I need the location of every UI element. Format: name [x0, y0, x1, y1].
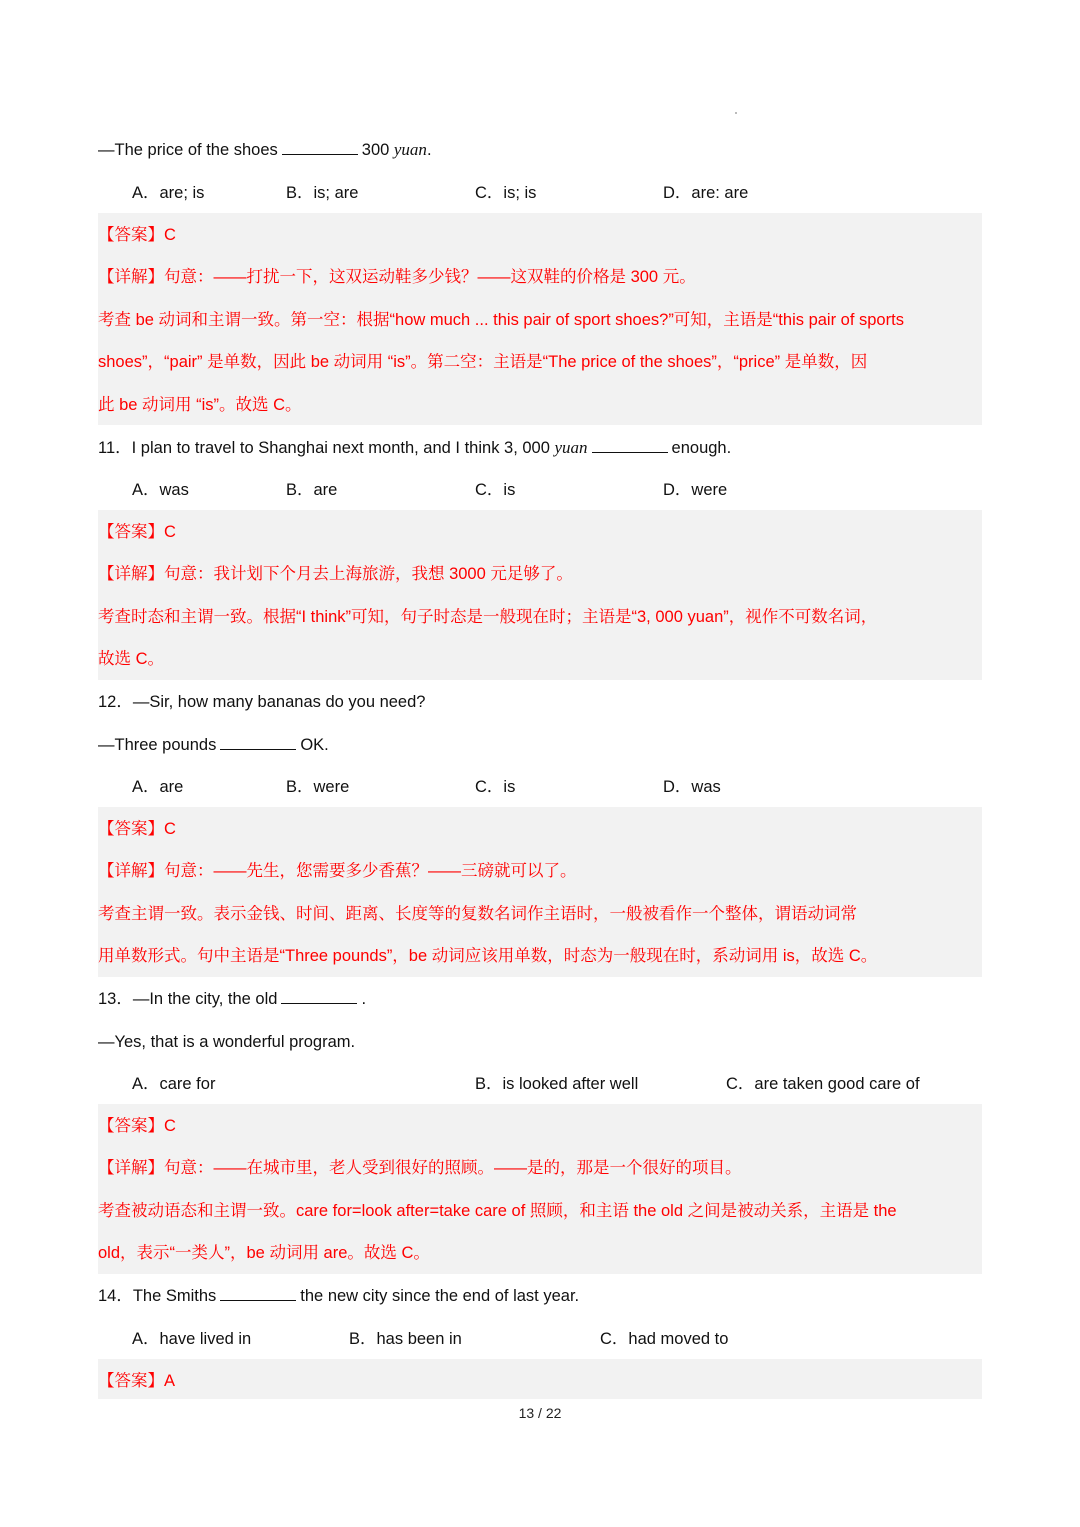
q10-cont-text-b: 300 — [361, 141, 390, 159]
q14-answer: 【答案】A — [98, 1372, 176, 1390]
q14-option-a: A．have lived in — [132, 1330, 252, 1348]
q11-option-a: A．was — [132, 481, 189, 499]
q12-explanation-1: 考查主谓一致。表示金钱、时间、距离、长度等的复数名词作主语时，一般被看作一个整体，谓语动词常 — [98, 905, 857, 923]
q10-explanation-2: shoes”，“pair” 是单数，因此 be 动词用 “is”。第二空：主语是“The price of the shoes”，“price” 是单数，因 — [98, 353, 868, 371]
q11-detail: 【详解】句意：我计划下个月去上海旅游，我想 3000 元足够了。 — [98, 565, 573, 583]
q10-continuation — [98, 138, 982, 162]
q11-blank — [592, 436, 668, 453]
q13-blank — [281, 987, 357, 1004]
q11-option-c: C．is — [475, 481, 516, 499]
q12-line2-text-a: —Three pounds — [98, 736, 217, 754]
q11-explanation-2: 故选 C。 — [98, 650, 164, 668]
q12-line2-text-b: OK. — [300, 736, 329, 754]
q12-stem: 12．—Sir, how many bananas do you need? — [98, 693, 426, 711]
q12-line2 — [98, 733, 982, 757]
q14-option-c: C．had moved to — [600, 1330, 729, 1348]
q13-option-b: B．is looked after well — [475, 1075, 639, 1093]
page-number: 13 / 22 — [518, 1405, 562, 1421]
q13-explanation-1: 考查被动语态和主谓一致。care for=look after=take care of 照顾，和主语 the old 之间是被动关系，主语是 the — [98, 1202, 897, 1220]
q12-option-b: B．were — [286, 778, 350, 796]
q12-option-c: C．is — [475, 778, 516, 796]
q12-answer: 【答案】C — [98, 820, 176, 838]
q14-blank — [220, 1284, 296, 1301]
q12-option-a: A．are — [132, 778, 184, 796]
q10-explanation-1: 考查 be 动词和主谓一致。第一空：根据“how much ... this pair of sport shoes?”可知，主语是“this pair of sports — [98, 311, 904, 329]
q13-line2: —Yes, that is a wonderful program. — [98, 1033, 356, 1051]
q14-stem — [98, 1284, 982, 1308]
q11-explanation-1: 考查时态和主谓一致。根据“I think”可知，句子时态是一般现在时；主语是“3, 000 yuan”，视作不可数名词， — [98, 608, 878, 626]
q14-stem-text-b: the new city since the end of last year. — [300, 1287, 580, 1305]
q11-option-d: D．were — [663, 481, 728, 499]
q13-stem-text-b: . — [361, 990, 367, 1008]
q11-stem-text-a: 11．I plan to travel to Shanghai next month, and I think 3, 000 — [98, 439, 550, 457]
q11-stem — [98, 436, 982, 460]
q13-answer: 【答案】C — [98, 1117, 176, 1135]
q11-answer: 【答案】C — [98, 523, 176, 541]
q13-explanation-2: old，表示“一类人”，be 动词用 are。故选 C。 — [98, 1244, 430, 1262]
q10-period: . — [426, 141, 432, 159]
q10-explanation-3: 此 be 动词用 “is”。故选 C。 — [98, 396, 302, 414]
q13-stem-text-a: 13．—In the city, the old — [98, 990, 278, 1008]
q10-yuan: yuan — [393, 140, 427, 159]
q14-option-b: B．has been in — [349, 1330, 462, 1348]
q12-blank — [220, 733, 296, 750]
q13-stem — [98, 987, 982, 1011]
q12-explanation-2: 用单数形式。句中主语是“Three pounds”，be 动词应该用单数，时态为一般现在时，系动词用 is，故选 C。 — [98, 947, 878, 965]
q10-option-c: C．is; is — [475, 184, 537, 202]
q11-stem-text-b: enough. — [671, 439, 732, 457]
q10-blank — [282, 138, 358, 155]
q13-detail: 【详解】句意：——在城市里，老人受到很好的照顾。——是的，那是一个很好的项目。 — [98, 1159, 742, 1177]
q10-detail: 【详解】句意：——打扰一下，这双运动鞋多少钱？——这双鞋的价格是 300 元。 — [98, 268, 696, 286]
q10-answer: 【答案】C — [98, 226, 176, 244]
q10-option-b: B．is; are — [286, 184, 359, 202]
scan-dot — [735, 112, 737, 114]
q10-cont-text-a: —The price of the shoes — [98, 141, 278, 159]
q12-option-d: D．was — [663, 778, 721, 796]
q13-option-c: C．are taken good care of — [726, 1075, 920, 1093]
q13-option-a: A．care for — [132, 1075, 216, 1093]
q14-stem-text-a: 14．The Smiths — [98, 1287, 217, 1305]
q10-option-a: A．are; is — [132, 184, 205, 202]
q12-detail: 【详解】句意：——先生，您需要多少香蕉？——三磅就可以了。 — [98, 862, 577, 880]
q11-yuan: yuan — [554, 438, 588, 457]
q10-option-d: D．are: are — [663, 184, 749, 202]
q11-option-b: B．are — [286, 481, 338, 499]
